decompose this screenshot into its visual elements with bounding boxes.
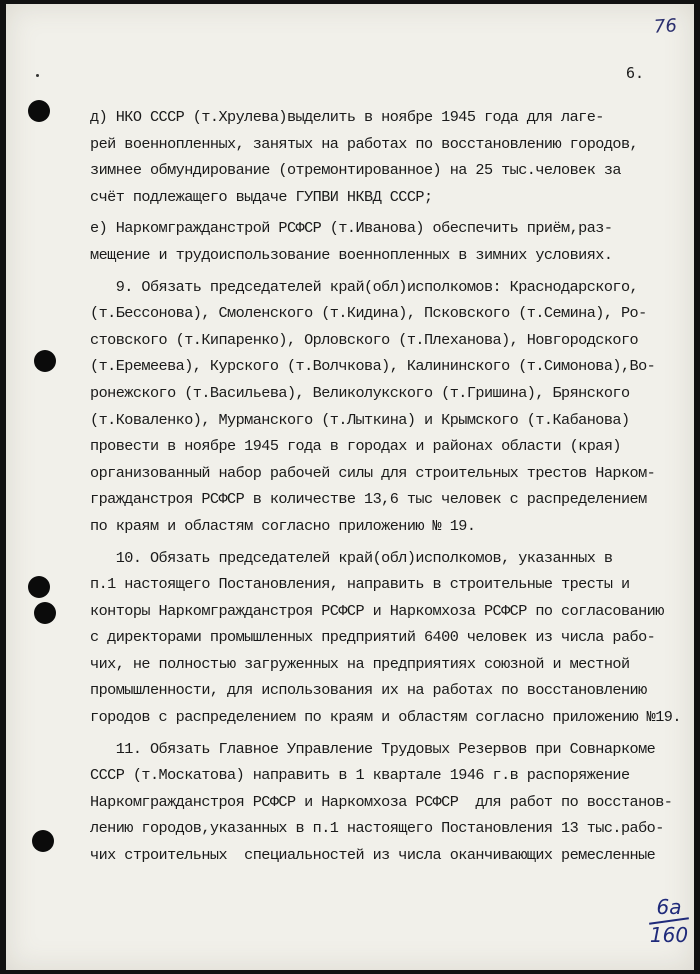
text-line: д) НКО СССР (т.Хрулева)выделить в ноябре 1945 года для лаге- <box>90 108 604 126</box>
paper-speck <box>36 74 39 77</box>
text-line: с директорами промышленных предприятий 6400 человек из числа рабо- <box>90 628 656 647</box>
document-page <box>6 4 694 970</box>
text-line: гражданстроя РСФСР в количестве 13,6 тыс человек с распределением <box>90 490 647 509</box>
text-line: 11. Обязать Главное Управление Трудовых Резервов при Совнаркоме <box>90 739 656 758</box>
handwritten-folio-number <box>644 896 694 946</box>
punch-hole-5 <box>32 830 54 852</box>
text-line: мещение и трудоиспользование военнопленных в зимних условиях. <box>90 245 613 264</box>
text-line: конторы Наркомгражданстроя РСФСР и Наркомхоза РСФСР по согласованию <box>90 601 664 620</box>
text-line: по краям и областям согласно приложению № 19. <box>90 516 476 535</box>
text-line: ронежского (т.Васильева), Великолукского (т.Гришина), Брянского <box>90 383 630 402</box>
text-line: 10. Обязать председателей край(обл)исполкомов, указанных в <box>90 548 613 567</box>
archive-sheet-number: 76 <box>653 15 678 38</box>
paragraph-11 <box>90 736 690 869</box>
text-line: счёт подлежащего выдаче ГУПВИ НКВД СССР; <box>90 187 433 206</box>
punch-hole-1 <box>28 100 50 122</box>
punch-hole-3 <box>28 576 50 598</box>
punch-hole-4 <box>34 602 56 624</box>
text-line: чих, не полностью загруженных на предприятиях союзной и местной <box>90 654 630 673</box>
text-line: лению городов,указанных в п.1 настоящего Постановления 13 тыс.рабо- <box>90 819 664 838</box>
text-line: провести в ноябре 1945 года в городах и районах области (края) <box>90 437 621 456</box>
paragraph-e <box>90 215 690 268</box>
text-line: зимнее обмундирование (отремонтированное) на 25 тыс.человек за <box>90 161 621 180</box>
text-line: организованный набор рабочей силы для строительных трестов Нарком- <box>90 463 656 482</box>
text-line: е) Наркомгражданстрой РСФСР (т.Иванова) обеспечить приём,раз- <box>90 219 613 238</box>
text-line: чих строительных специальностей из числа оканчивающих ремесленные <box>90 846 656 865</box>
punch-hole-2 <box>34 350 56 372</box>
document-body <box>90 104 690 869</box>
page-number: 6. <box>626 64 645 82</box>
paragraph-d <box>90 104 690 210</box>
text-line: промышленности, для использования их на работах по восстановлению <box>90 681 647 700</box>
folio-bottom: 160 <box>649 923 689 947</box>
text-line: рей военнопленных, занятых на работах по восстановлению городов, <box>90 134 639 153</box>
text-line: Наркомгражданстроя РСФСР и Наркомхоза РСФСР для работ по восстанов- <box>90 792 673 811</box>
paragraph-10 <box>90 545 690 731</box>
text-line: (т.Коваленко), Мурманского (т.Лыткина) и Крымского (т.Кабанова) <box>90 410 630 429</box>
text-line: СССР (т.Москатова) направить в 1 квартале 1946 г.в распоряжение <box>90 766 630 785</box>
text-line: городов с распределением по краям и областям согласно приложению №19. <box>90 708 681 727</box>
text-line: п.1 настоящего Постановления, направить в строительные тресты и <box>90 575 630 594</box>
text-line: (т.Еремеева), Курского (т.Волчкова), Калининского (т.Симонова),Во- <box>90 357 656 376</box>
folio-top: 6а <box>656 895 682 919</box>
text-line: стовского (т.Кипаренко), Орловского (т.Плеханова), Новгородского <box>90 330 639 349</box>
text-line: (т.Бессонова), Смоленского (т.Кидина), Псковского (т.Семина), Ро- <box>90 304 647 323</box>
paragraph-9 <box>90 274 690 540</box>
text-line: 9. Обязать председателей край(обл)исполкомов: Краснодарского, <box>90 277 639 296</box>
